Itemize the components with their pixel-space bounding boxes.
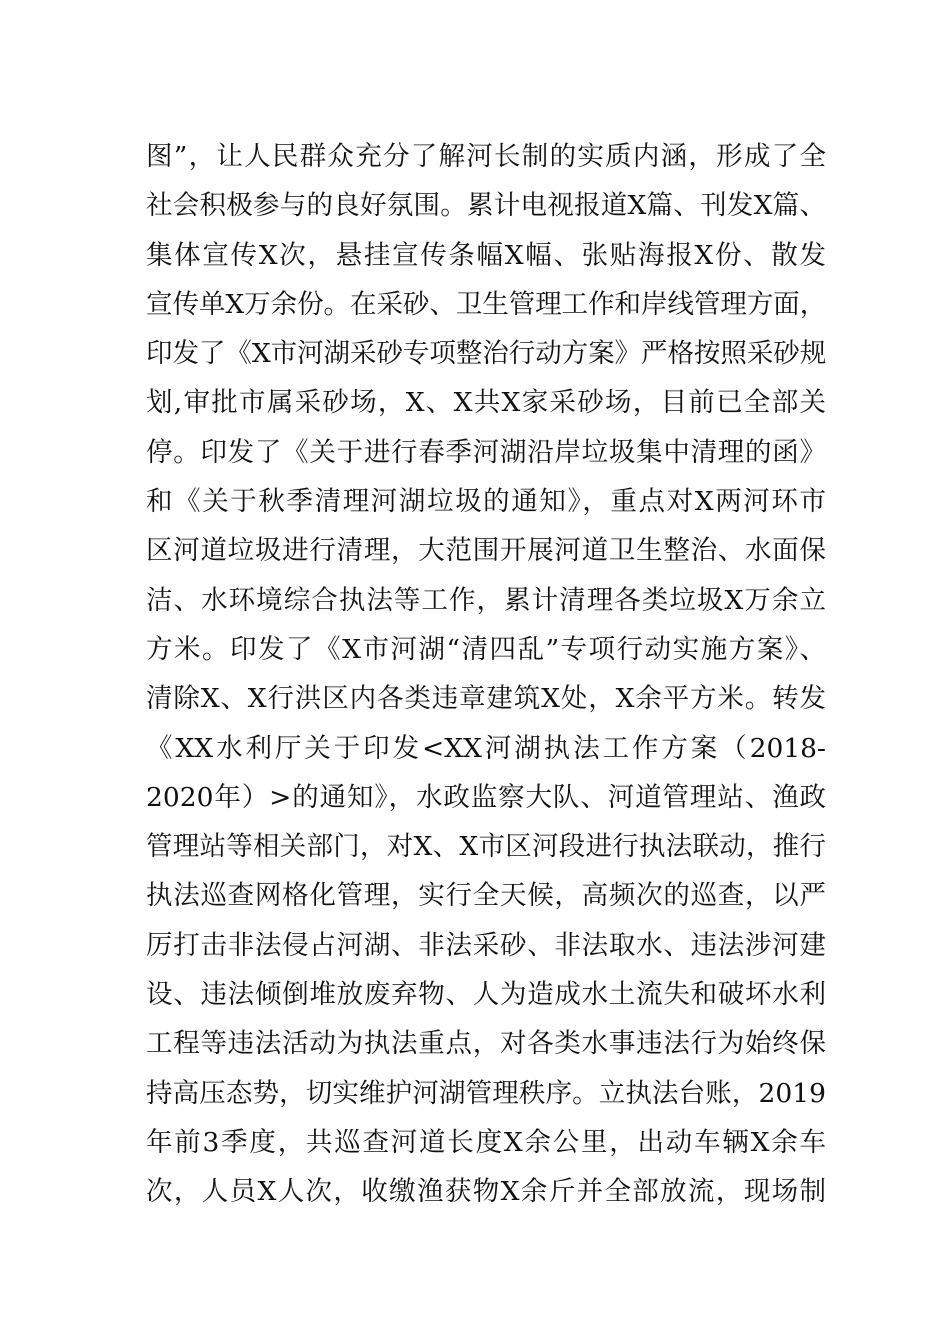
text-line: 厉打击非法侵占河湖、非法采砂、非法取水、违法涉河建 [146, 929, 826, 961]
text-line: 社会积极参与的良好氛围。累计电视报道X篇、刊发X篇、 [146, 190, 826, 222]
text-line: 停。印发了《关于进行春季河湖沿岸垃圾集中清理的函》 [146, 436, 826, 468]
text-line: 和《关于秋季清理河湖垃圾的通知》，重点对X两河环市 [146, 486, 826, 518]
text-line: 设、违法倾倒堆放废弃物、人为造成水土流失和破坏水利 [146, 979, 826, 1011]
text-line: 印发了《X市河湖采砂专项整治行动方案》严格按照采砂规 [146, 338, 826, 370]
text-line: 持高压态势，切实维护河湖管理秩序。立执法台账，2019 [146, 1077, 826, 1109]
text-line: 工程等违法活动为执法重点，对各类水事违法行为始终保 [146, 1028, 826, 1060]
text-line: 年前3季度，共巡查河道长度X余公里，出动车辆X余车 [146, 1126, 826, 1158]
text-line: 划,审批市属采砂场，X、X共X家采砂场，目前已全部关 [146, 387, 826, 419]
text-line: 次，人员X人次，收缴渔获物X余斤并全部放流，现场制 [146, 1176, 826, 1208]
text-line: 区河道垃圾进行清理，大范围开展河道卫生整治、水面保 [146, 535, 826, 567]
text-line: 《XX水利厅关于印发<XX河湖执法工作方案（2018- [146, 732, 826, 764]
text-line: 洁、水环境综合执法等工作，累计清理各类垃圾X万余立 [146, 584, 826, 616]
text-line: 管理站等相关部门，对X、X市区河段进行执法联动，推行 [146, 831, 826, 863]
text-line: 2020年）>的通知》，水政监察大队、河道管理站、渔政 [146, 781, 826, 813]
body-paragraph [146, 132, 826, 1217]
text-line: 方米。印发了《X市河湖“清四乱”专项行动实施方案》、 [146, 633, 826, 665]
text-line: 集体宣传X次，悬挂宣传条幅X幅、张贴海报X份、散发 [146, 239, 826, 271]
text-line: 宣传单X万余份。在采砂、卫生管理工作和岸线管理方面， [146, 288, 826, 320]
text-line: 执法巡查网格化管理，实行全天候，高频次的巡查，以严 [146, 880, 826, 912]
text-line: 图”，让人民群众充分了解河长制的实质内涵，形成了全 [146, 141, 826, 172]
text-line: 清除X、X行洪区内各类违章建筑X处，X余平方米。转发 [146, 683, 826, 715]
